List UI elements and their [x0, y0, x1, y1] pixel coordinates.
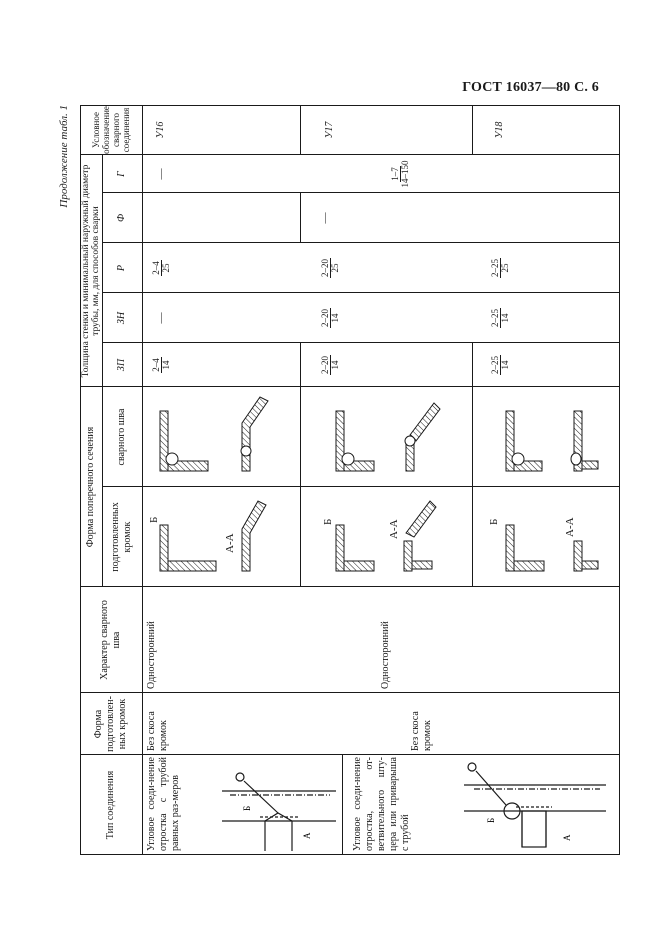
row-line-2b — [472, 105, 473, 155]
table-border-bottom — [619, 105, 620, 855]
col-line-6 — [102, 342, 620, 343]
row-line-2a — [472, 342, 473, 587]
row1-section-aa: А-А — [224, 533, 236, 553]
row2-g: 1–7 14–150 — [389, 160, 410, 188]
row-line-1c — [300, 105, 301, 155]
row-line-1b — [300, 193, 301, 243]
row1-zn: — — [155, 312, 167, 324]
row1-joint-type: Угловое соеди-нение отростка с трубой равных раз-меров — [146, 757, 181, 851]
hdr-designation: Условное обозначение сварного соединения — [91, 106, 131, 154]
row1-joint-drawing — [220, 757, 338, 851]
row2-joint-drawing — [460, 757, 610, 851]
hdr-method-zp: ЗП — [116, 358, 127, 372]
row1-zp: 2–4 14 — [150, 358, 171, 372]
hdr-method-g: Г — [116, 171, 127, 177]
row3-prepared-edges-drawing — [476, 489, 616, 583]
page-header: ГОСТ 16037—80 С. 6 — [462, 80, 599, 95]
continuation-label: Продолжение табл. 1 — [58, 105, 70, 208]
hdr-joint-type: Тип соединения — [105, 770, 116, 840]
row3-r: 2–25 25 — [489, 259, 510, 277]
col-line-4 — [102, 486, 620, 487]
row1-section-b: Б — [148, 516, 160, 523]
hdr-edge-shape: Форма подготовлен-ных кромок — [93, 696, 128, 752]
col-line-7 — [102, 292, 620, 293]
row1-edge-shape: Без скоса кромок — [146, 711, 169, 751]
row2-designation: У17 — [324, 121, 335, 139]
row2-prepared-edges-drawing — [306, 489, 468, 583]
row2-weld-character: Односторонний — [380, 621, 391, 689]
hdr-method-f: Ф — [116, 213, 127, 223]
row1-label-b: Б — [242, 805, 252, 811]
rotated-table — [58, 105, 620, 855]
row1-prepared-edges-drawing — [146, 489, 296, 583]
row2-label-a: А — [562, 834, 572, 841]
hdr-weld-character: Характер сварного шва — [99, 600, 122, 680]
row2-section-b: Б — [322, 518, 334, 525]
col-line-1 — [80, 754, 620, 755]
col-line-8 — [102, 242, 620, 243]
hdr-method-r: Р — [116, 264, 127, 272]
row2-weld-drawing — [306, 389, 468, 483]
row1-designation: У16 — [155, 121, 166, 139]
hdr-thickness: Толщина стенки и минимальный наружный диаметр трубы, мм, для способов сварки — [81, 164, 101, 378]
col-line-2 — [80, 692, 620, 693]
row3-weld-drawing — [476, 389, 616, 483]
hdr-cross-section: Форма поперечного сечения — [85, 426, 96, 548]
col-line-9 — [102, 192, 620, 193]
row3-zp: 2–25 14 — [489, 356, 510, 374]
table-border-left — [80, 854, 620, 855]
row2-zn: 2–20 14 — [319, 309, 340, 327]
row3-section-aa: А-А — [564, 517, 576, 537]
hdr-weld: сварного шва — [116, 408, 127, 466]
row3-designation: У18 — [494, 121, 505, 139]
row2-r: 2–20 25 — [319, 259, 340, 277]
row1-g: — — [155, 168, 167, 180]
row1-label-a: А — [302, 832, 312, 839]
col-line-3 — [80, 586, 620, 587]
header-divider — [142, 105, 143, 855]
row1-weld-character: Односторонний — [146, 621, 157, 689]
row2-label-b: Б — [486, 817, 496, 823]
row-f-value: — — [319, 212, 331, 224]
weld-table — [80, 105, 620, 855]
row2-edge-shape: Без скоса кромок — [410, 711, 433, 751]
hdr-method-zn: ЗН — [116, 311, 127, 325]
hdr-prepared-edges: подготовленных кромок — [110, 502, 133, 572]
row1-weld-drawing — [146, 389, 296, 483]
row2-joint-type: Угловое соеди-нение отростка, от-ветвительного шту-цера или приварыша с трубой — [352, 757, 411, 851]
row3-section-b: Б — [488, 518, 500, 525]
row1-r: 2–4 25 — [150, 261, 171, 275]
row2-section-aa: А-А — [388, 519, 400, 539]
row3-zn: 2–25 14 — [489, 309, 510, 327]
row2-zp: 2–20 14 — [319, 356, 340, 374]
row-line-1a — [300, 342, 301, 587]
row-line-1d — [342, 755, 343, 855]
